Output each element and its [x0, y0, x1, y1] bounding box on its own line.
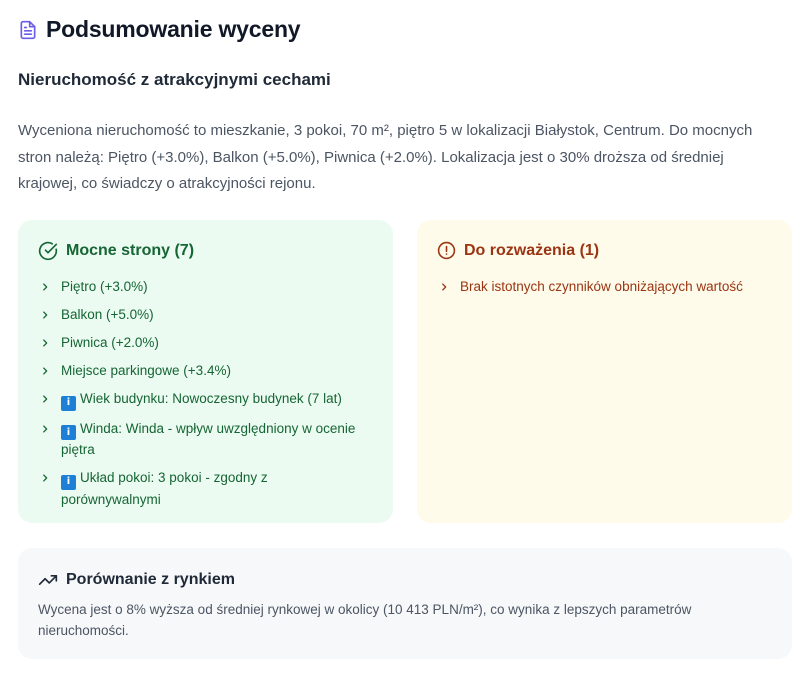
- consider-header: [437, 241, 599, 260]
- strength-item: [40, 277, 360, 297]
- info-icon: i: [61, 475, 76, 490]
- market-title: Porównanie z rynkiem: [66, 571, 235, 588]
- trending-up-icon: [38, 570, 58, 590]
- strength-item-label: Piwnica (+2.0%): [61, 335, 159, 350]
- strength-item: [40, 419, 360, 461]
- strength-item-label: Winda: Winda - wpływ uwzględniony w ocenie piętra: [61, 420, 356, 457]
- consider-card: [417, 220, 792, 523]
- consider-item-label: Brak istotnych czynników obniżających wartość: [460, 279, 743, 294]
- strength-item: [40, 468, 360, 510]
- consider-list: [439, 277, 743, 305]
- strength-item: [40, 305, 360, 325]
- strength-item: [40, 361, 360, 381]
- strength-item-text: [61, 389, 342, 411]
- market-header: [38, 570, 235, 590]
- strength-item-label: Wiek budynku: Nowoczesny budynek (7 lat): [80, 391, 342, 406]
- strengths-title: Mocne strony (7): [66, 242, 195, 259]
- chevron-right-icon: [439, 277, 451, 297]
- chevron-right-icon: [40, 389, 52, 409]
- chevron-right-icon: [40, 277, 52, 297]
- strength-item-label: Miejsce parkingowe (+3.4%): [61, 363, 231, 378]
- chevron-right-icon: [40, 333, 52, 353]
- strength-item: [40, 389, 360, 411]
- strengths-list: [40, 277, 360, 518]
- summary-header: [18, 16, 300, 43]
- strength-item-text: [61, 419, 360, 461]
- summary-description: Wyceniona nieruchomość to mieszkanie, 3 pokoi, 70 m², piętro 5 w lokalizacji Białystok, Centrum. Do mocnych stron należą: Piętro (+3.0%), Balkon (+5.0%), Piwnica (+2.0%). Lokalizacja jest o 30% droższa od średniej krajowej, co świadczy o atrakcyjności rejonu.: [18, 122, 753, 192]
- summary-subtitle: Nieruchomość z atrakcyjnymi cechami: [18, 70, 331, 89]
- strength-item-text: [61, 361, 231, 381]
- strength-item-text: [61, 305, 154, 325]
- market-text: Wycena jest o 8% wyższa od średniej rynkowej w okolicy (10 413 PLN/m²), co wynika z lepszych parametrów nieruchomości.: [38, 602, 692, 638]
- strength-item-label: Układ pokoi: 3 pokoi - zgodny z porównywalnymi: [61, 470, 268, 507]
- document-icon: [18, 20, 38, 40]
- page-title: Podsumowanie wyceny: [46, 16, 301, 42]
- strength-item-text: [61, 277, 148, 297]
- strength-item-label: Piętro (+3.0%): [61, 279, 148, 294]
- consider-item: [439, 277, 743, 297]
- strengths-header: [38, 241, 194, 261]
- info-icon: i: [61, 425, 76, 440]
- consider-title: Do rozważenia (1): [464, 241, 600, 259]
- strength-item-text: [61, 333, 159, 353]
- consider-item-text: [460, 277, 743, 297]
- chevron-right-icon: [40, 419, 52, 439]
- check-circle-icon: [38, 241, 58, 261]
- chevron-right-icon: [40, 468, 52, 488]
- market-comparison-card: [18, 548, 792, 659]
- strengths-card: [18, 220, 393, 523]
- info-icon: i: [61, 396, 76, 411]
- strength-item: [40, 333, 360, 353]
- alert-circle-icon: [437, 241, 456, 260]
- strength-item-label: Balkon (+5.0%): [61, 307, 154, 322]
- chevron-right-icon: [40, 305, 52, 325]
- strength-item-text: [61, 468, 360, 510]
- chevron-right-icon: [40, 361, 52, 381]
